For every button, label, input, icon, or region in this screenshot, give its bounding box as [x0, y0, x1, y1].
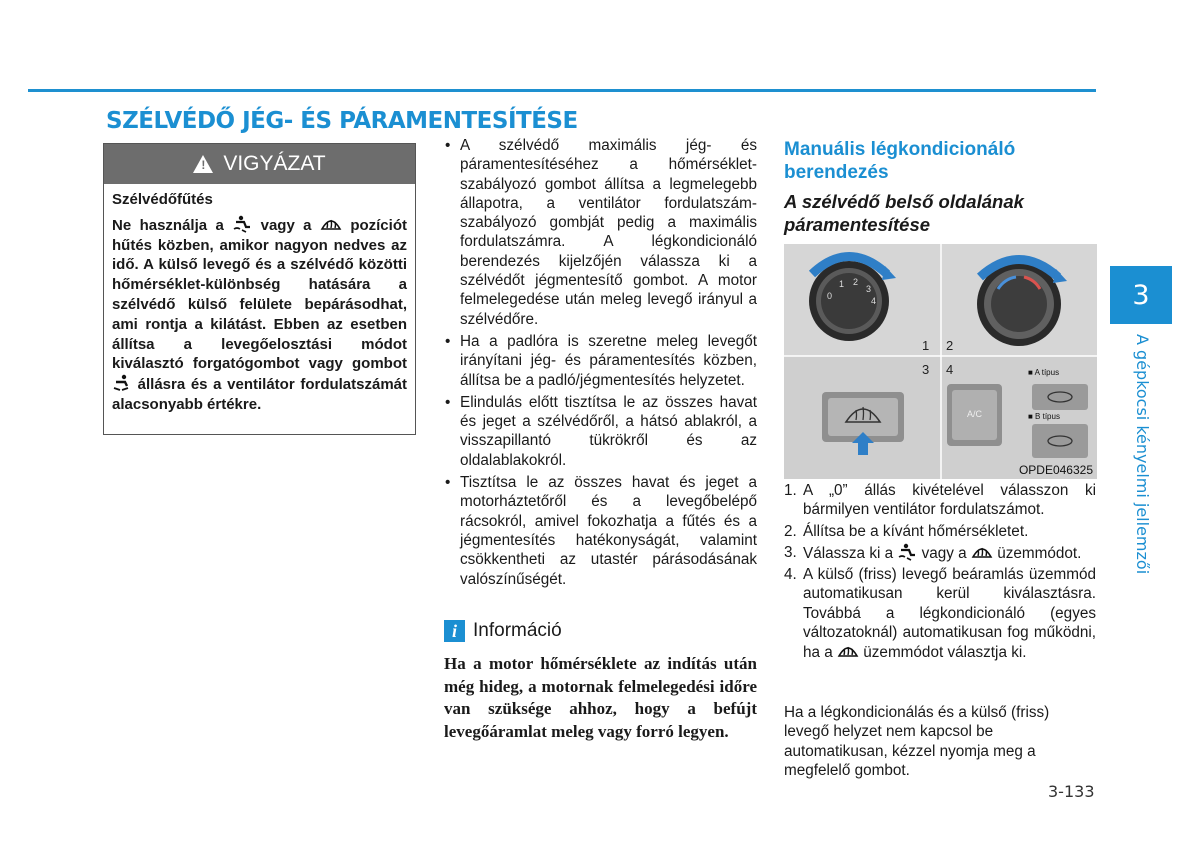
warning-triangle-icon: ! — [193, 155, 213, 173]
chapter-title: A gépkocsi kényelmi jellemzői — [1133, 334, 1152, 575]
dial-number: 1 — [839, 279, 845, 289]
right-heading: Manuális légkondicionáló berendezés — [784, 139, 1016, 183]
warning-body — [104, 184, 415, 415]
step-number: 2. — [784, 522, 797, 540]
step-text: üzemmódot választja ki. — [863, 644, 1027, 662]
step-text: üzemmódot. — [997, 544, 1082, 562]
warning-subtitle: Szélvédőfűtés — [112, 191, 213, 208]
warning-text-3: pozíciót hűtés közben, amikor nagyon nedves az idő. A külső levegő és a szélvédő közötti hőmérséklet-különbség hatására a szélvédő külső felülete bepárásodhat, ami rontja a kilátást. Ebben az esetben állítsa a levegőelosztási módot kiválasztó forgatógombot vagy gombot — [112, 216, 407, 373]
list-item: • A szélvédő maximális jég- és páramentesítéséhez a hőmérséklet-szabályozó gombot állítsa a legmelegebb állapotra, a ventilátor fordulatszám-szabályozó gombját pedig a maximális fordulatszámra. A légkondicionáló berendezés kijelzőjén válassza ki a szélvédőt jégmentesítő gombot. A motor felmelegedése után meleg levegő irányul a szélvédőre. — [442, 136, 757, 329]
figure-label-1: 1 — [922, 338, 930, 353]
step-number: 1. — [784, 482, 797, 499]
floor-mode-icon — [112, 374, 132, 392]
figure-label-4: 4 — [946, 362, 954, 377]
info-icon: i — [444, 620, 465, 642]
list-item — [784, 522, 1096, 541]
info-title: Információ — [473, 620, 562, 641]
step-number: 4. — [784, 566, 797, 584]
figure-illustration — [784, 244, 1097, 479]
defrost-icon — [971, 543, 993, 561]
figure-code: OPDE046325 — [1018, 463, 1093, 477]
step-text: vagy a — [921, 544, 967, 562]
chapter-tab: 3 — [1110, 266, 1172, 324]
info-text: Ha a motor hőmérséklete az indítás után még hideg, a motornak felmelegedési időre van szüksége ahhoz, hogy a befújt levegőáramlat meleg vagy forró legyen. — [444, 654, 757, 741]
list-item — [784, 543, 1096, 563]
warning-text-4: állásra és a ventilátor fordulatszámát alacsonyabb értékre. — [112, 376, 408, 413]
figure-label-3: 3 — [922, 362, 930, 377]
floor-defrost-mode-icon — [897, 543, 917, 561]
defrost-icon — [320, 215, 342, 233]
dial-number: 4 — [871, 296, 877, 306]
figure-label-2: 2 — [946, 338, 954, 353]
section-title: SZÉLVÉDŐ JÉG- ÉS PÁRAMENTESÍTÉSE — [106, 108, 578, 134]
type-a-label: ■ A típus — [1028, 368, 1060, 377]
warning-text — [112, 215, 407, 415]
dial-number: 3 — [866, 284, 872, 294]
info-heading — [444, 620, 562, 642]
page-number: 3-133 — [1048, 782, 1095, 801]
list-item: • Tisztítsa le az összes havat és jeget a motorháztetőről és a levegőbelépő rácsokról, amivel fokozhatja a fűtés és a jégmentesítés hatékonyságát, valamint csökkentheti az utastér párásodásának valószínűségét. — [442, 473, 757, 589]
control-panel-figure — [784, 244, 1097, 479]
list-item — [784, 565, 1096, 662]
dial-number: 0 — [827, 291, 833, 301]
bullet-list — [442, 136, 757, 589]
step-number: 3. — [784, 543, 797, 561]
right-subheading: A szélvédő belső oldalának páramentesítése — [784, 191, 1024, 235]
warning-text-2: vagy a — [260, 216, 312, 234]
ac-label: A/C — [967, 409, 983, 419]
step-text: A „0” állás kivételével válasszon ki bármilyen ventilátor fordulatszámot. — [803, 482, 1096, 519]
warning-header — [104, 144, 415, 184]
middle-column — [442, 136, 757, 592]
list-item: • Elindulás előtt tisztítsa le az összes havat és jeget a szélvédőről, a hátsó ablakról, a visszapillantó tükrökről és az oldalablakokról. — [442, 393, 757, 470]
floor-defrost-mode-icon — [232, 215, 252, 233]
step-text: A külső (friss) levegő beáramlás üzemmód automatikusan kerül kiválasztásra. Továbbá a légkondicionáló (egyes változatoknál) automatikusan fog működni, ha a — [803, 566, 1096, 662]
step-text: Válassza ki a — [803, 544, 894, 562]
warning-box — [103, 143, 416, 435]
right-paragraph: Ha a légkondicionálás és a külső (friss) levegő helyzet nem kapcsol be automatikusan, kézzel nyomja meg a megfelelő gombot. — [784, 704, 1050, 779]
type-b-label: ■ B típus — [1028, 412, 1060, 421]
steps-list — [784, 481, 1096, 665]
warning-label: VIGYÁZAT — [223, 152, 326, 175]
top-rule — [28, 89, 1096, 92]
defrost-icon — [837, 642, 859, 660]
dial-number: 2 — [853, 277, 859, 287]
list-item: • Ha a padlóra is szeretne meleg levegőt irányítani jég- és páramentesítés közben, állítsa be a padló/jégmentesítés helyzetet. — [442, 332, 757, 390]
list-item — [784, 481, 1096, 520]
step-text: Állítsa be a kívánt hőmérsékletet. — [803, 522, 1029, 540]
warning-text-1: Ne használja a — [112, 216, 224, 234]
